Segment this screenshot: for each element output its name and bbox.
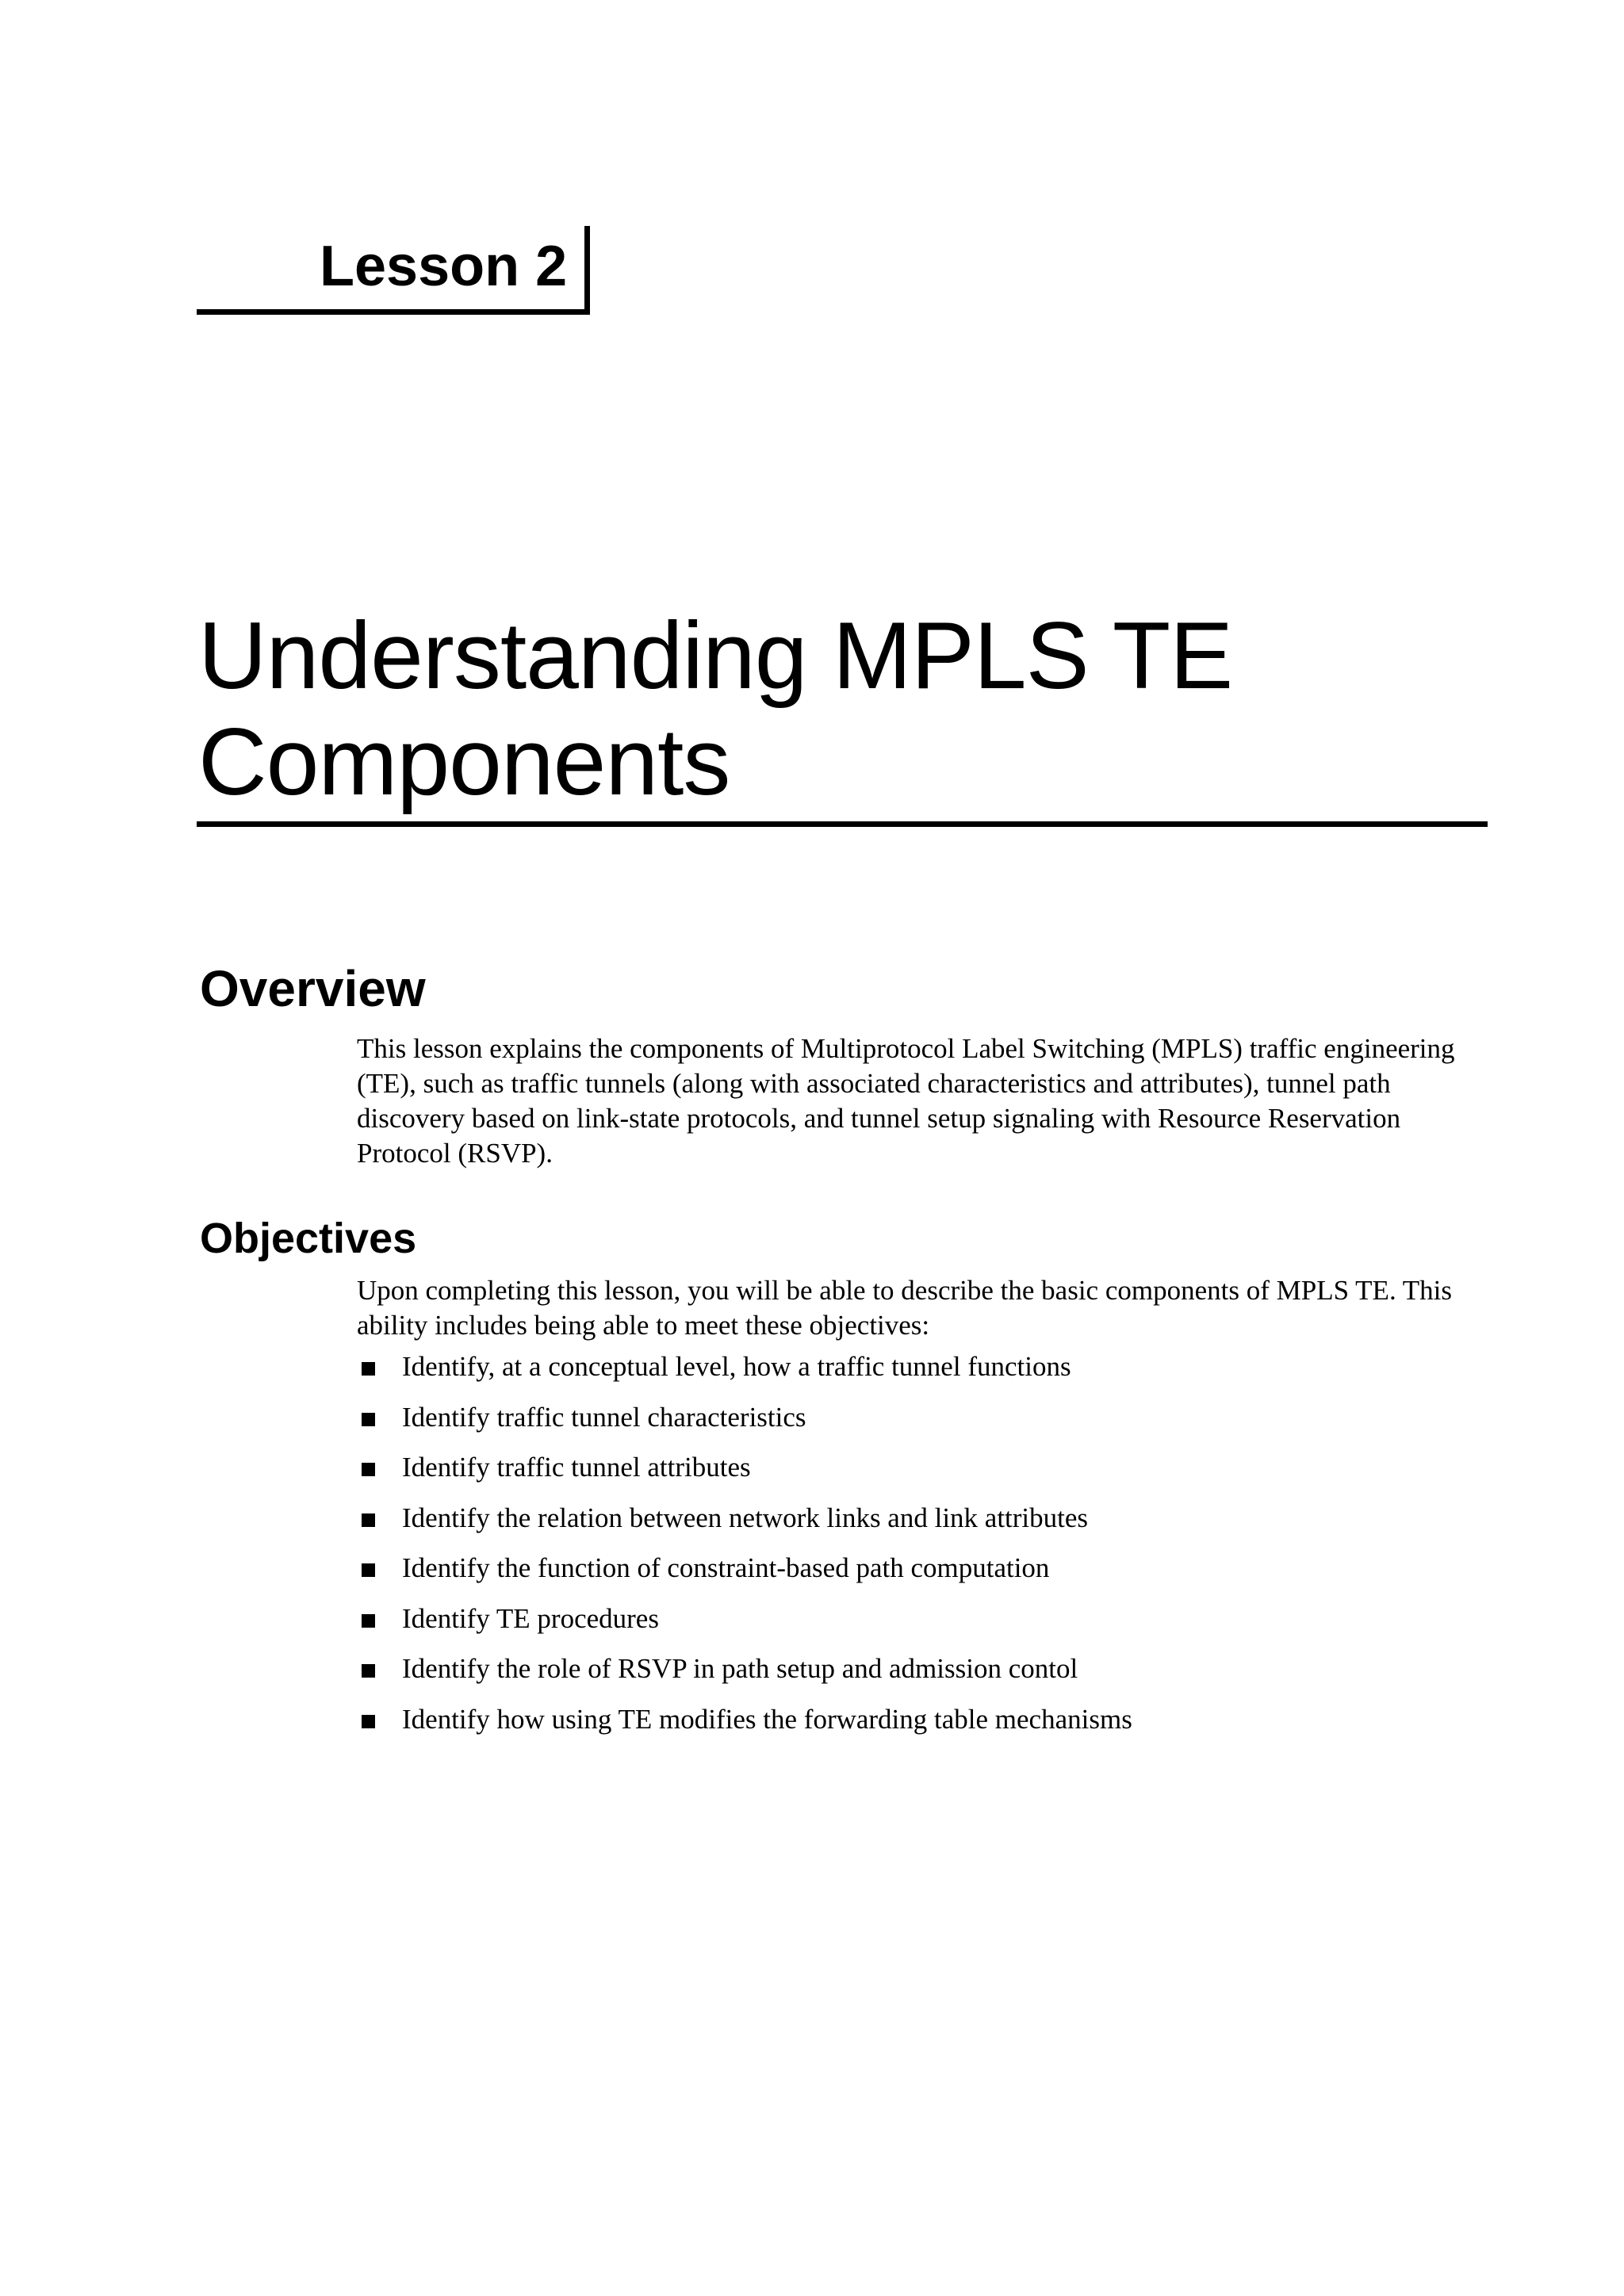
lesson-marker	[197, 226, 590, 315]
objective-item-1	[357, 1349, 1467, 1400]
objective-item-6	[357, 1601, 1467, 1652]
square-bullet-icon	[362, 1715, 375, 1728]
lesson-vertical-rule	[584, 226, 590, 315]
objective-text: Identify, at a conceptual level, how a traffic tunnel functions	[402, 1351, 1071, 1382]
square-bullet-icon	[362, 1463, 375, 1476]
square-bullet-icon	[362, 1563, 375, 1577]
page-title-line-2: Components	[198, 709, 730, 815]
objective-text: Identify traffic tunnel attributes	[402, 1452, 751, 1483]
square-bullet-icon	[362, 1362, 375, 1376]
square-bullet-icon	[362, 1513, 375, 1527]
objective-item-4	[357, 1501, 1467, 1552]
objective-item-2	[357, 1400, 1467, 1451]
square-bullet-icon	[362, 1664, 375, 1678]
objective-text: Identify the function of constraint-based path computation	[402, 1552, 1050, 1583]
lesson-label: Lesson 2	[320, 235, 568, 298]
objective-item-7	[357, 1651, 1467, 1702]
objectives-heading: Objectives	[200, 1215, 417, 1262]
objective-text: Identify TE procedures	[402, 1602, 659, 1634]
objective-text: Identify the relation between network links and link attributes	[402, 1502, 1089, 1533]
lesson-horizontal-rule	[197, 309, 590, 315]
square-bullet-icon	[362, 1614, 375, 1628]
overview-heading: Overview	[200, 960, 426, 1017]
page-title-line-1: Understanding MPLS TE	[198, 603, 1233, 709]
objective-text: Identify the role of RSVP in path setup and admission contol	[402, 1653, 1078, 1684]
objective-item-5	[357, 1551, 1467, 1601]
objective-text: Identify how using TE modifies the forwarding table mechanisms	[402, 1703, 1132, 1735]
square-bullet-icon	[362, 1413, 375, 1426]
overview-paragraph: This lesson explains the components of Multiprotocol Label Switching (MPLS) traffic engineering (TE), such as traffic tunnels (along with associated characteristics and attributes), tunnel path discovery based on link-state protocols, and tunnel setup signaling with Resource Reservation Protocol (RSVP).	[357, 1033, 1455, 1169]
objectives-intro-paragraph: Upon completing this lesson, you will be able to describe the basic components of MPLS TE. This ability includes being able to meet these objectives:	[357, 1275, 1453, 1341]
title-underline-rule	[197, 821, 1488, 827]
objective-text: Identify traffic tunnel characteristics	[402, 1401, 806, 1433]
page-title	[198, 603, 1483, 815]
objective-item-8	[357, 1702, 1467, 1753]
objectives-list	[357, 1349, 1467, 1752]
objective-item-3	[357, 1450, 1467, 1501]
